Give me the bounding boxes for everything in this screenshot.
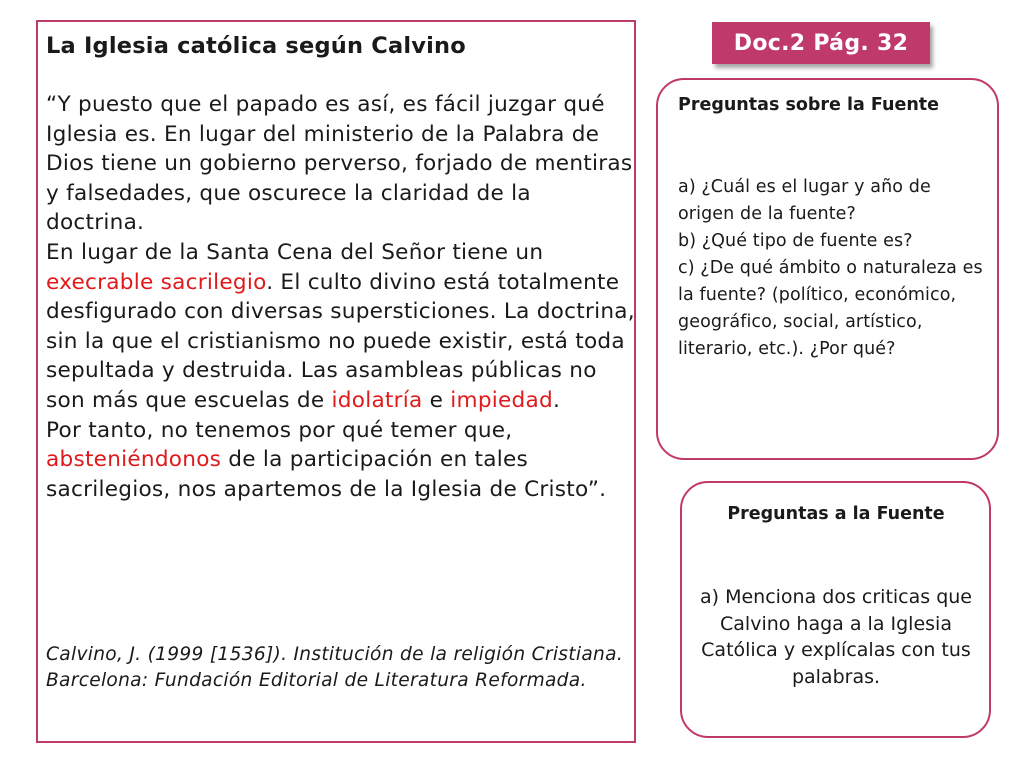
highlight-impiedad: impiedad — [450, 387, 553, 413]
highlight-absteniendonos: absteniéndonos — [46, 447, 222, 473]
quote-body — [46, 90, 636, 504]
quote-paragraph-1: Y puesto que el papado es así, es fácil juzgar qué Iglesia es. En lugar del ministerio de la Palabra de Dios tiene un gobierno perverso, forjado de mentiras y falsedades, que oscurece la claridad de la doctrina. — [46, 92, 633, 236]
source-questions-title: Preguntas sobre la Fuente — [678, 95, 940, 115]
questions-to-source-question-a: a) Menciona dos criticas que Calvino haga a la Iglesia Católica y explícalas con tus palabras. — [699, 586, 972, 688]
open-quote: “ — [46, 92, 58, 117]
citation: Calvino, J. (1999 [1536]). Institución de la religión Cristiana. Barcelona: Fundación Editorial de Literatura Reformada. — [46, 644, 624, 691]
quote-paragraph-2-part-3: e — [422, 387, 451, 413]
doc-page-badge: Doc.2 Pág. 32 — [712, 22, 930, 64]
questions-to-source-title: Preguntas a la Fuente — [727, 504, 945, 524]
quote-paragraph-2-part-4: . — [552, 387, 561, 413]
document-title: La Iglesia católica según Calvino — [46, 33, 466, 59]
source-question-b: b) ¿Qué tipo de fuente es? — [678, 231, 913, 251]
quote-paragraph-2-part-2: . El culto divino está totalmente desfigurado con diversas supersticiones. La doctrina, sin la que el cristianismo no puede existir, está toda sepultada y destruida. Las asambleas públicas no son más que escuelas de — [46, 269, 635, 413]
source-questions-list — [678, 174, 990, 363]
source-question-a: a) ¿Cuál es el lugar y año de origen de la fuente? — [678, 177, 931, 224]
quote-paragraph-3-part-2: de la participación en tales sacrilegios, nos apartemos de la Iglesia de Cristo”. — [46, 447, 607, 502]
highlight-execrable-sacrilegio: execrable sacrilegio — [46, 269, 267, 295]
quote-paragraph-2-part-1: En lugar de la Santa Cena del Señor tiene un — [46, 239, 544, 265]
quote-paragraph-3-part-1: Por tanto, no tenemos por qué temer que, — [46, 417, 513, 443]
highlight-idolatria: idolatría — [331, 387, 423, 413]
source-question-c: c) ¿De qué ámbito o naturaleza es la fuente? (político, económico, geográfico, social, artístico, literario, etc.). ¿Por qué? — [678, 258, 983, 359]
